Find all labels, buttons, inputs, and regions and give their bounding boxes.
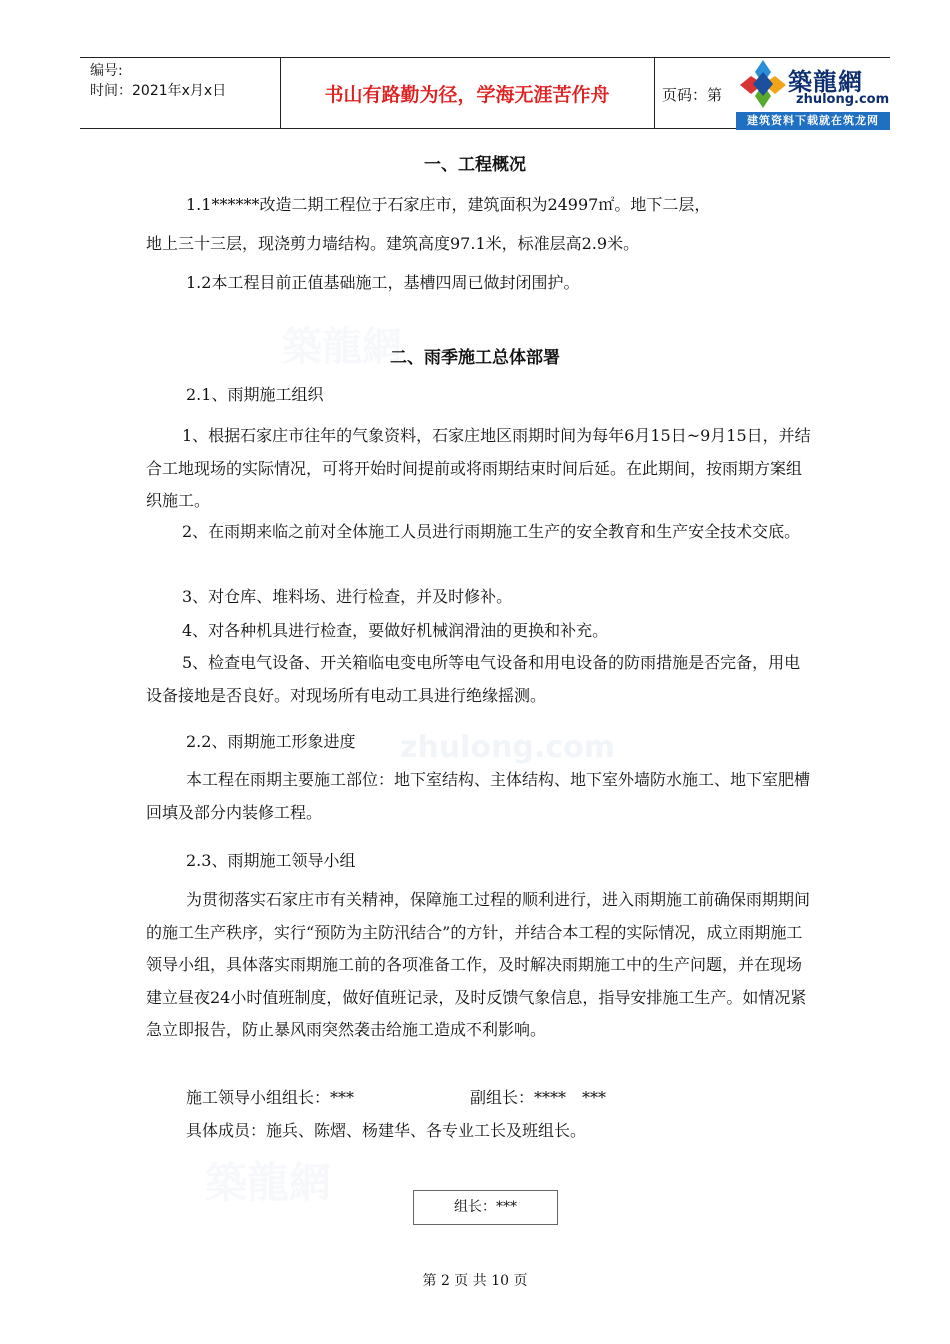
section2-item5: 5、检查电气设备、开关箱临电变电所等电气设备和用电设备的防雨措施是否完备，用电设备接地是否良好。对现场所有电动工具进行绝缘摇测。	[146, 653, 801, 705]
page-footer: 第 2 页 共 10 页	[422, 1273, 528, 1289]
document-header	[80, 57, 890, 129]
date-label: 时间：2021年x月x日	[90, 83, 227, 99]
header-left-cell	[80, 58, 281, 128]
deputy-leader-line: 副组长：**** ***	[470, 1088, 607, 1107]
section1-para1-line1: 1.1******改造二期工程位于石家庄市，建筑面积为24997㎡。地下二层，	[186, 195, 711, 214]
section1-para1-line2: 地上三十三层，现浇剪力墙结构。建筑高度97.1米，标准层高2.9米。	[146, 234, 640, 253]
logo-slogan: 建筑资料下载就在筑龙网	[736, 112, 890, 130]
watermark-logo-2: 築龍網	[205, 1158, 332, 1207]
logo-name-cn: 築龍網	[788, 67, 863, 96]
section2-item2: 2、在雨期来临之前对全体施工人员进行雨期施工生产的安全教育和生产安全技术交底。	[182, 522, 801, 541]
header-motto-cell	[280, 58, 655, 128]
zhulong-logo	[736, 58, 890, 130]
team-leader-line: 施工领导小组组长：***	[186, 1088, 355, 1107]
section1-title: 一、工程概况	[424, 155, 526, 175]
team-members-line: 具体成员：施兵、陈熠、杨建华、各专业工长及班组长。	[186, 1121, 587, 1140]
logo-domain: zhulong.com	[796, 92, 890, 107]
zhulong-logo-mark-icon	[738, 58, 788, 112]
section2-title: 二、雨季施工总体部署	[390, 348, 560, 368]
section2-leader-paragraph: 为贯彻落实石家庄市有关精神，保障施工过程的顺利进行，进入雨期施工前确保雨期期间的施工生产秩序，实行“预防为主防汛结合”的方针，并结合本工程的实际情况，成立雨期施工领导小组，具体落实雨期施工前的各项准备工作，及时解决雨期施工中的生产问题，并在现场建立昼夜24小时值班制度，做好值班记录，及时反馈气象信息，指导安排施工生产。如情况紧急立即报告，防止暴风雨突然袭击给施工造成不利影响。	[146, 890, 811, 1039]
motto-text: 书山有路勤为径，学海无涯苦作舟	[324, 84, 610, 106]
serial-number-label: 编号:	[90, 63, 123, 79]
section2-item4: 4、对各种机具进行检查，要做好机械润滑油的更换和补充。	[182, 621, 609, 640]
watermark-domain: zhulong.com	[400, 730, 615, 765]
watermark-logo-1: 築龍網	[282, 323, 402, 370]
section2-item3: 3、对仓库、堆料场、进行检查，并及时修补。	[182, 587, 513, 606]
section2-item1: 1、根据石家庄市往年的气象资料，石家庄地区雨期时间为每年6月15日~9月15日，并结合工地现场的实际情况，可将开始时间提前或将雨期结束时间后延。在此期间，按雨期方案组织施工。	[146, 426, 811, 510]
leader-signature-box: 组长：***	[413, 1190, 558, 1225]
section2-sub3: 2.3、雨期施工领导小组	[186, 851, 356, 870]
section2-progress: 本工程在雨期主要施工部位：地下室结构、主体结构、地下室外墙防水施工、地下室肥槽回填及部分内装修工程。	[146, 770, 811, 822]
header-page-cell	[654, 58, 890, 128]
page-number-label: 页码：第	[662, 86, 723, 104]
section1-para2: 1.2本工程目前正值基础施工，基槽四周已做封闭围护。	[186, 273, 580, 292]
section2-sub1: 2.1、雨期施工组织	[186, 385, 324, 404]
section2-sub2: 2.2、雨期施工形象进度	[186, 732, 356, 751]
